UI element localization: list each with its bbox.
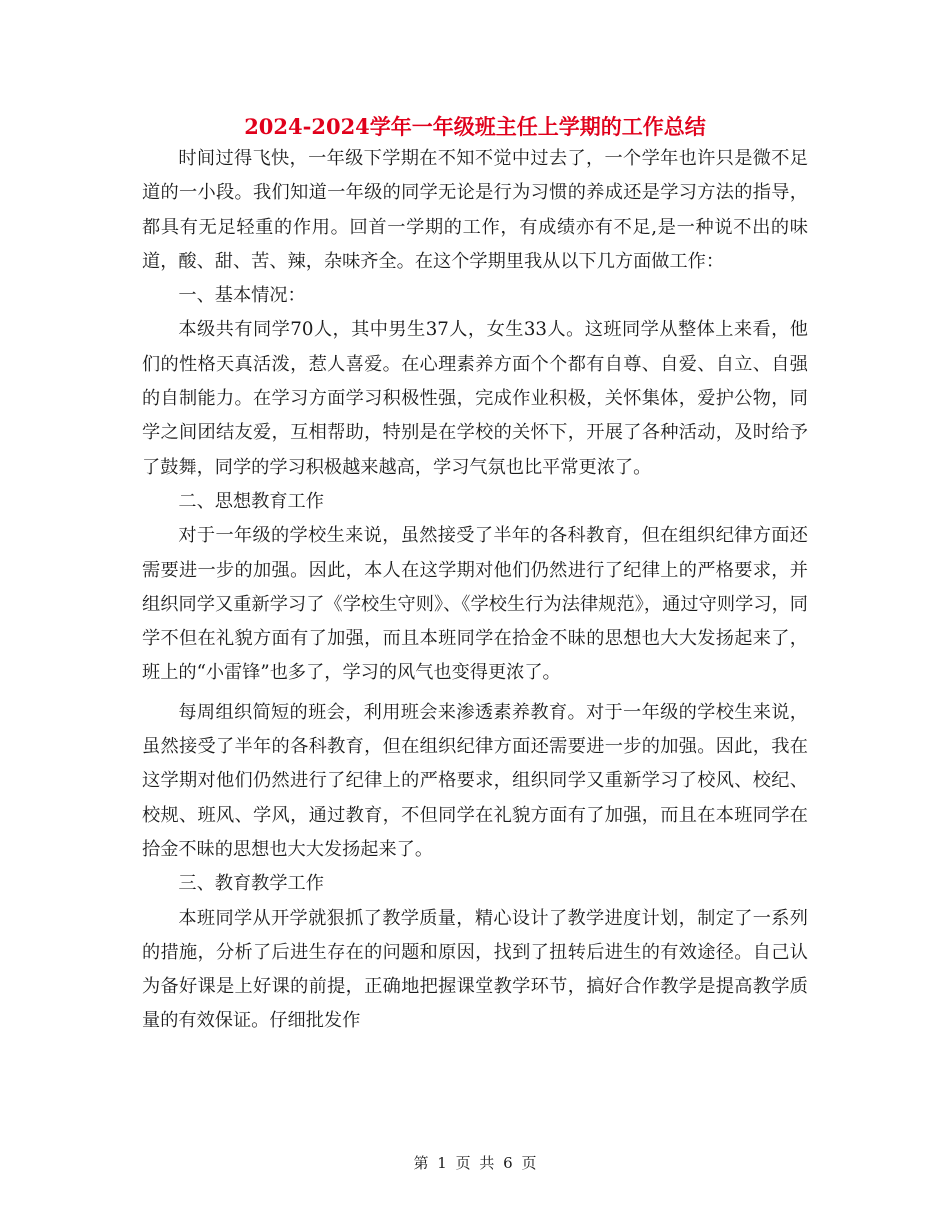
document-title: 2024-2024学年一年级班主任上学期的工作总结 [244,114,706,139]
paragraph-class-meeting: 每周组织简短的班会，利用班会来渗透素养教育。对于一年级的学校生来说，虽然接受了半年的各科教育，但在组织纪律方面还需要进一步的加强。因此，我在这学期对他们仍然进行了纪律上的严格要求，组织同学又重新学习了校风、校纪、校规、班风、学风，通过教育，不但同学在礼貌方面有了加强，而且在本班同学在拾金不昧的思想也大大发扬起来了。 [142,701,808,860]
paragraph-intro: 时间过得飞快，一年级下学期在不知不觉中过去了，一个学年也许只是微不足道的一小段。我们知道一年级的同学无论是行为习惯的养成还是学习方法的指导，都具有无足轻重的作用。回首一学期的工作，有成绩亦有不足,是一种说不出的味道，酸、甜、苦、辣，杂味齐全。在这个学期里我从以下几方面做工作： [142,148,808,272]
paragraph-moral-education: 对于一年级的学校生来说，虽然接受了半年的各科教育，但在组织纪律方面还需要进一步的加强。因此，本人在这学期对他们仍然进行了纪律上的严格要求，并组织同学又重新学习了《学校生守则》、《学校生行为法律规范》，通过守则学习，同学不但在礼貌方面有了加强，而且本班同学在拾金不昧的思想也大大发扬起来了，班上的“小雷锋”也多了，学习的风气也变得更浓了。 [142,525,808,684]
paragraph-basic-info: 本级共有同学70人，其中男生37人，女生33人。这班同学从整体上来看，他们的性格天真活泼，惹人喜爱。在心理素养方面个个都有自尊、自爱、自立、自强的自制能力。在学习方面学习积极性强，完成作业积极，关怀集体，爱护公物，同学之间团结友爱，互相帮助，特别是在学校的关怀下，开展了各种活动，及时给予了鼓舞，同学的学习积极越来越高，学习气氛也比平常更浓了。 [142,319,808,478]
document-content [142,112,808,1039]
page-number-footer: 第 1 页 共 6 页 [413,1154,537,1172]
section-heading-moral-education: 二、思想教育工作 [178,490,324,512]
section-heading-teaching: 三、教育教学工作 [178,873,324,895]
section-heading-basic-info: 一、基本情况： [178,285,306,307]
paragraph-teaching: 本班同学从开学就狠抓了教学质量，精心设计了教学进度计划，制定了一系列的措施，分析了后进生存在的问题和原因，找到了扭转后进生的有效途径。自己认为备好课是上好课的前提，正确地把握课堂教学环节，搞好合作教学是提高教学质量的有效保证。仔细批发作 [142,907,808,1032]
document-body [142,142,808,1039]
